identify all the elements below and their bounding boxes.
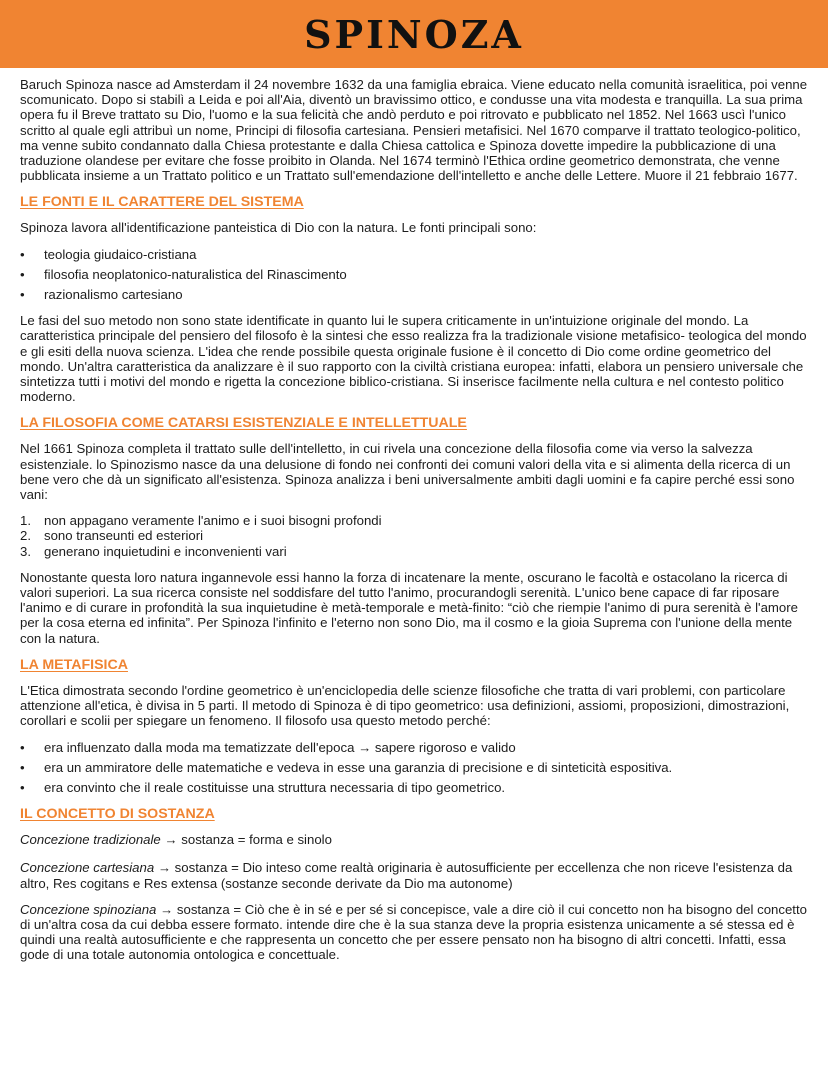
list-item (20, 544, 808, 559)
section-heading-metafisica: LA METAFISICA (20, 656, 128, 673)
catarsi-intro: Nel 1661 Spinoza completa il trattato sulle dell'intelletto, in cui rivela una concezione della filosofia come via verso la salvezza esistenziale. lo Spinozismo nasce da una delusione di fondo nei confronti dei comuni valori della vita e si alimenta della ricerca di un bene vero che dà un significato all'esistenza. Spinoza analizza i beni universalmente ambiti dagli uomini e fa capire perché essi sono vani: (20, 441, 795, 503)
concept-definition: → sostanza = forma e sinolo (160, 832, 332, 848)
catarsi-body: Nonostante questa loro natura ingannevole essi hanno la forza di incatenare la mente, oscurano le facoltà e ostacolano la ricerca di valori superiori. La sua ricerca consiste nel soddisfare del tutto l'animo, procurandogli serenità. L'unico bene capace di far riposare l'animo e di curare in profondità la sua inquietudine è metà-temporale e metà-finito: “ciò che riempie l'animo di pura serenità è l'amore per la cosa eterna ed infinita”. Per Spinoza l'infinito e l'eterno non sono Dio, ma il cosmo e la gioia Suprema con l'unione della mente con la natura. (20, 569, 798, 646)
list-item (20, 780, 808, 795)
list-item-text: razionalismo cartesiano (44, 287, 183, 303)
list-item-text: era influenzato dalla moda ma tematizzate dell'epoca → sapere rigoroso e valido (44, 739, 516, 755)
bullet-icon: • (20, 266, 25, 282)
list-number: 2. (20, 528, 31, 544)
list-item (20, 287, 808, 302)
concept-definition: → sostanza = Ciò che è in sé e per sé si concepisce, vale a dire ciò il cui concetto non ha bisogno del concetto di un'altra cosa da cui debba essere formato. intende dire che è la sua stanza deve la propria esistenza unicamente a sé stessa ed è quindi una realtà autosufficiente e che rappresenta un concetto che per essere pensato non ha bisogno di altri concetti. Infatti, essa gode di una totale autonomia ontologica e concettuale. (20, 901, 807, 963)
section-heading-catarsi: LA FILOSOFIA COME CATARSI ESISTENZIALE E INTELLETTUALE (20, 415, 467, 432)
section-heading-fonti: LE FONTI E IL CARATTERE DEL SISTEMA (20, 194, 304, 211)
list-item (20, 247, 808, 262)
sostanza-paragraph (20, 860, 808, 890)
list-item-text: non appagano veramente l'animo e i suoi bisogni profondi (44, 513, 382, 529)
page-title: SPINOZA (304, 11, 524, 57)
fonti-intro: Spinoza lavora all'identificazione panteistica di Dio con la natura. Le fonti principali sono: (20, 220, 537, 236)
list-number: 1. (20, 513, 31, 529)
list-item (20, 740, 808, 755)
concept-term: Concezione spinoziana (20, 901, 157, 917)
list-item-text: era un ammiratore delle matematiche e vedeva in esse una garanzia di precisione e di sinteticità espositiva. (44, 759, 673, 775)
fonti-body: Le fasi del suo metodo non sono state identificate in quanto lui le supera criticamente in un'intuizione originale del mondo. La caratteristica principale del pensiero del filosofo è la sintesi che esso realizza fra la tradizionale visione metafisico- teologica del mondo e gli esiti della nuova scienza. L'idea che rende possibile questa originale fusione è il concetto di Dio come ordine geometrico del mondo. Un'altra caratteristica da analizzare è il suo rapporto con la civiltà cristiana europea: infatti, elabora un pensiero universale che sintetizza tutti i motivi del mondo e rigetta la concezione biblico-cristiana. Si inserisce facilmente nella cultura e nel contesto politico moderno. (20, 313, 807, 405)
list-item (20, 760, 808, 775)
list-item (20, 267, 808, 282)
list-item-text: sono transeunti ed esteriori (44, 528, 204, 544)
list-item-text: generano inquietudini e inconvenienti vari (44, 543, 287, 559)
concept-term: Concezione cartesiana (20, 860, 155, 876)
list-item-text: teologia giudaico-cristiana (44, 246, 197, 262)
list-item (20, 513, 808, 528)
bullet-icon: • (20, 287, 25, 303)
document-body (0, 68, 828, 963)
bullet-icon: • (20, 759, 25, 775)
metafisica-intro: L'Etica dimostrata secondo l'ordine geometrico è un'enciclopedia delle scienze filosofiche che tratta di vari problemi, con particolare attenzione all'etica, è divisa in 5 parti. Il metodo di Spinoza è di tipo geometrico: usa definizioni, assiomi, proposizioni, dimostrazioni, corollari e scolii per spiegare un fenomeno. Il filosofo usa questo metodo perché: (20, 682, 790, 729)
list-item-text: era convinto che il reale costituisse una struttura necessaria di tipo geometrico. (44, 779, 506, 795)
concept-term: Concezione tradizionale (20, 832, 161, 848)
beni-list (20, 513, 808, 559)
metodo-list (20, 740, 808, 796)
bullet-icon: • (20, 739, 25, 755)
sostanza-paragraph (20, 902, 808, 963)
bullet-icon: • (20, 246, 25, 262)
list-number: 3. (20, 543, 31, 559)
concept-definition: → sostanza = Dio inteso come realtà originaria è autosufficiente per eccellenza che non riceve l'esistenza da altro, Res cogitans e Res extensa (sostanze seconde derivate da Dio ma autonome) (20, 860, 793, 891)
list-item-text: filosofia neoplatonico-naturalistica del Rinascimento (44, 266, 347, 282)
section-heading-sostanza: IL CONCETTO DI SOSTANZA (20, 806, 215, 823)
list-item (20, 528, 808, 543)
fonti-list (20, 247, 808, 303)
intro-paragraph: Baruch Spinoza nasce ad Amsterdam il 24 novembre 1632 da una famiglia ebraica. Viene educato nella comunità israelitica, poi venne scomunicato. Dopo si stabilì a Leida e poi all'Aia, diventò un bravissimo ottico, e condusse una vita modesta e tranquilla. La sua prima opera fu il Breve trattato su Dio, l'uomo e la sua felicità che andò perduto e poi ritrovato e pubblicato nel 1852. Nel 1663 uscì l'unico scritto al quale egli attribuì un nome, Principi di filosofia cartesiana. Pensieri metafisici. Nel 1670 comparve il trattato teologico-politico, ma venne subito condannato dalla Chiesa protestante e dalla Chiesa cattolica e Spinoza dovette impedire la pubblicazione di una traduzione olandese per evitare che fosse proibito in Olanda. Nel 1674 terminò l'Ethica ordine geometrico demonstrata, che venne pubblicata insieme a un Trattato politico e un Trattato sull'emendazione dell'intelletto e anche delle Lettere. Muore il 21 febbraio 1677. (20, 77, 808, 184)
title-banner (0, 0, 828, 68)
sostanza-paragraph (20, 832, 808, 847)
bullet-icon: • (20, 779, 25, 795)
